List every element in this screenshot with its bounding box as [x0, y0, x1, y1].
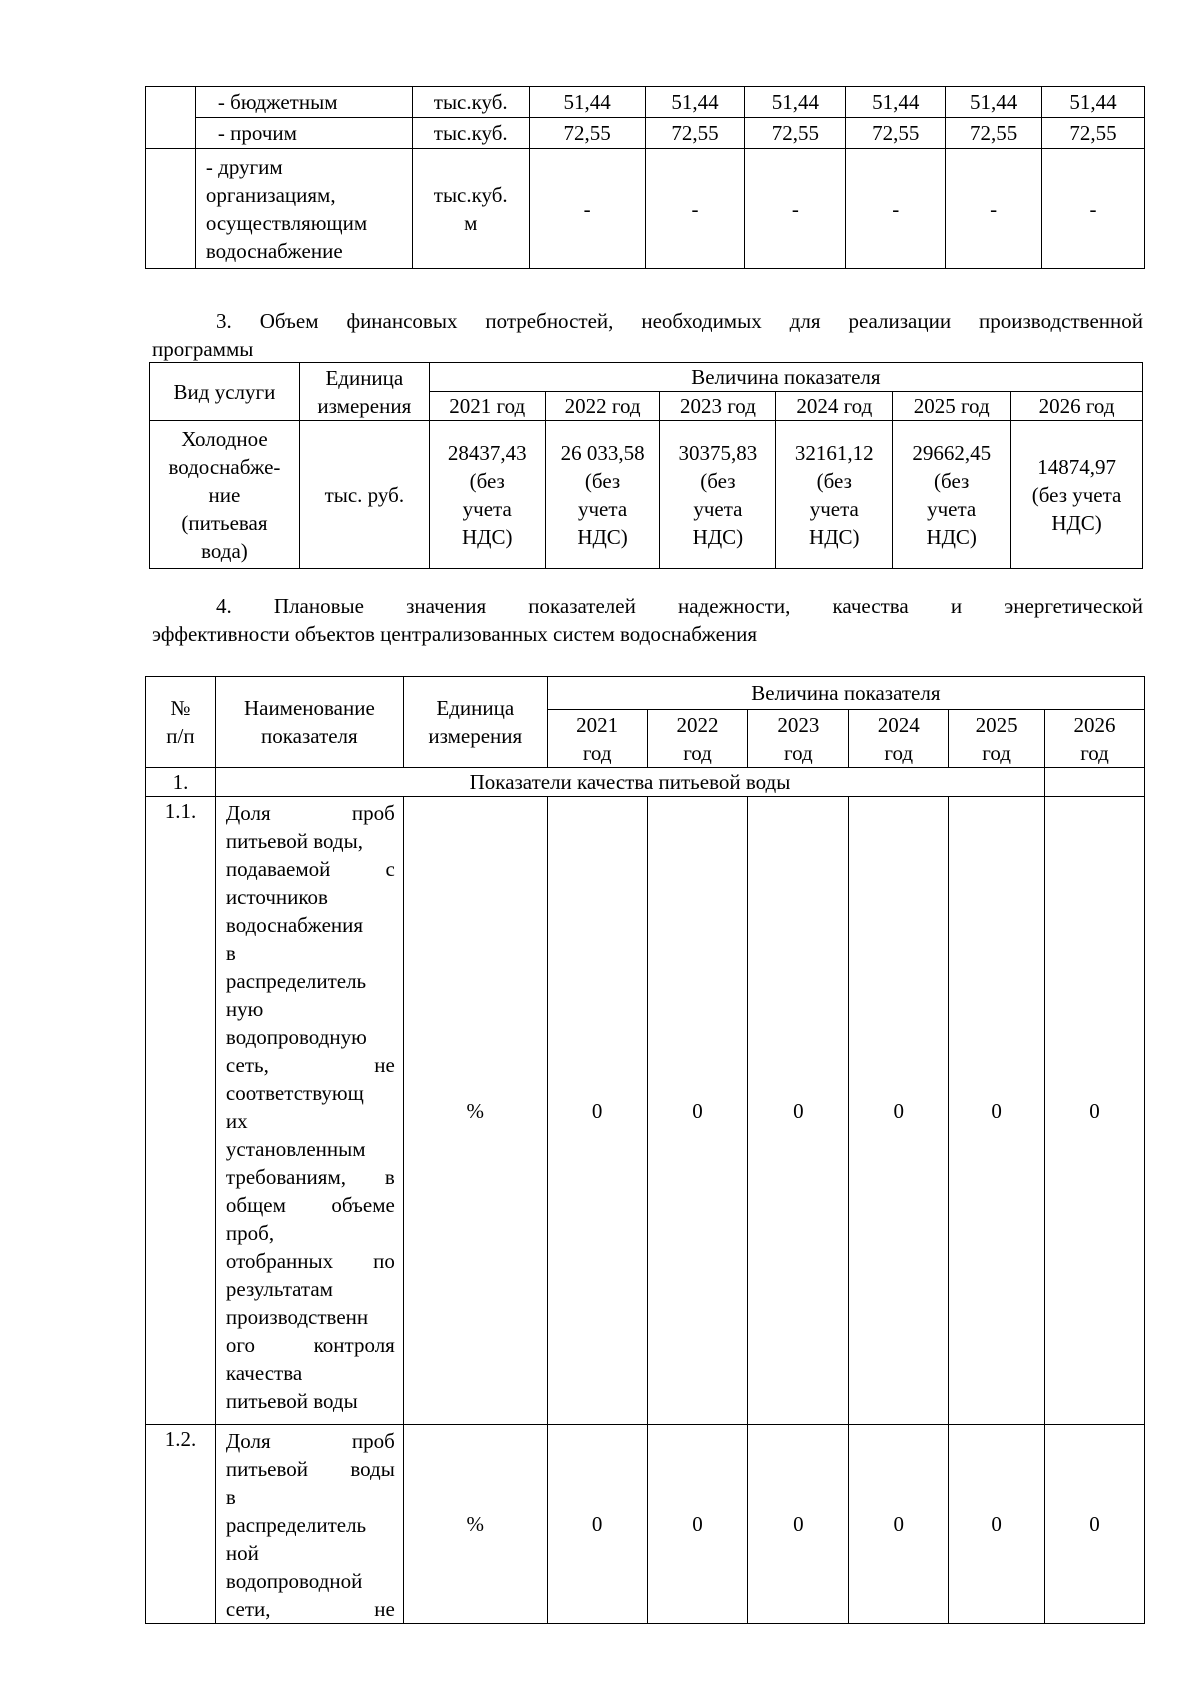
- indicator-name-line: в: [225, 1485, 236, 1509]
- year-line: 2023: [777, 712, 820, 737]
- group-empty-cell: [1045, 768, 1145, 797]
- table-row: [146, 118, 1145, 149]
- value-cell: [429, 421, 545, 569]
- section-4-heading: [152, 592, 1143, 648]
- value-cell: 72,55: [1042, 118, 1145, 149]
- year-line: 2024: [877, 712, 920, 737]
- value-line: (без: [584, 468, 621, 493]
- value-cell: 72,55: [946, 118, 1042, 149]
- year-header: [1045, 710, 1145, 768]
- header-name-line: Наименование: [243, 696, 375, 720]
- value-line: 28437,43: [447, 440, 527, 465]
- indicator-name-line: требованиям, в: [225, 1165, 395, 1189]
- value-line: (без: [700, 468, 736, 493]
- value-cell: 0: [1045, 797, 1145, 1425]
- year-line: год: [884, 740, 914, 765]
- value-cell: 51,44: [1042, 87, 1145, 118]
- header-value: Величина показателя: [547, 677, 1144, 710]
- row-unit: %: [403, 797, 547, 1425]
- row-unit: тыс.куб.: [412, 118, 529, 149]
- header-name: [215, 677, 403, 768]
- label-line: организациям,: [205, 182, 336, 207]
- value-cell: 0: [647, 1425, 748, 1624]
- indicator-name-line: Доля проб: [225, 1429, 395, 1453]
- row-number: 1.2.: [146, 1425, 216, 1624]
- value-cell: 0: [748, 1425, 849, 1624]
- value-line: 14874,97: [1037, 454, 1116, 479]
- value-line: 26 033,58: [560, 440, 645, 465]
- service-line: ние: [208, 482, 241, 507]
- header-unit-line: Единица: [325, 365, 404, 390]
- year-header: 2026 год: [1011, 392, 1143, 421]
- row-number-cell: [146, 87, 196, 149]
- value-line: учета: [462, 496, 512, 521]
- year-header: 2022 год: [545, 392, 660, 421]
- row-unit: тыс. руб.: [299, 421, 429, 569]
- service-line: вода): [201, 538, 248, 563]
- value-line: 29662,45: [912, 440, 992, 465]
- header-unit: [403, 677, 547, 768]
- year-line: год: [683, 740, 712, 765]
- year-header: [547, 710, 647, 768]
- year-line: год: [582, 740, 612, 765]
- value-cell: 72,55: [846, 118, 946, 149]
- section-3-line-1: 3. Объем финансовых потребностей, необходимых для реализации производственной: [216, 309, 1143, 333]
- value-cell: 72,55: [529, 118, 645, 149]
- indicator-name-line: результатам: [225, 1277, 333, 1301]
- indicator-name-line: подаваемой с: [225, 857, 395, 881]
- value-line: НДС): [809, 524, 860, 549]
- indicator-name-line: ого контроля: [225, 1333, 395, 1357]
- year-header: 2021 год: [429, 392, 545, 421]
- indicator-name-line: источников: [225, 885, 328, 909]
- service-line: Холодное: [181, 426, 268, 451]
- year-line: год: [784, 740, 813, 765]
- value-cell: -: [846, 149, 946, 269]
- header-unit-line: Единица: [436, 696, 515, 720]
- header-row: [146, 677, 1145, 710]
- section-3-line-2: программы: [152, 337, 254, 361]
- value-cell: -: [745, 149, 846, 269]
- indicators-table: [145, 676, 1145, 1624]
- row-unit: тыс.куб.: [412, 87, 529, 118]
- indicator-name-line: питьевой воды: [225, 1457, 395, 1481]
- value-cell: 0: [748, 797, 849, 1425]
- value-cell: -: [645, 149, 745, 269]
- service-name: [150, 421, 300, 569]
- year-header: 2025 год: [893, 392, 1011, 421]
- header-unit-line: измерения: [317, 393, 412, 418]
- table-row: [146, 797, 1145, 1425]
- financial-needs-table: [149, 362, 1143, 569]
- value-line: учета: [693, 496, 743, 521]
- row-label: - бюджетным: [195, 87, 412, 118]
- value-cell: [776, 421, 893, 569]
- indicator-name-line: общем объеме: [225, 1193, 395, 1217]
- table-row: [146, 87, 1145, 118]
- value-cell: -: [529, 149, 645, 269]
- indicator-name-line: сеть, не: [225, 1053, 395, 1077]
- indicator-name-line: водопроводную: [225, 1025, 367, 1049]
- indicator-name-line: отобранных по: [225, 1249, 395, 1273]
- year-header: 2023 год: [660, 392, 776, 421]
- value-cell: [893, 421, 1011, 569]
- value-cell: 0: [849, 1425, 949, 1624]
- label-line: - другим: [205, 154, 283, 179]
- indicator-name-line: сети, не: [225, 1597, 395, 1621]
- value-cell: 0: [1045, 1425, 1145, 1624]
- year-header: 2024 год: [776, 392, 893, 421]
- year-line: год: [1080, 740, 1109, 765]
- value-line: (без учета: [1031, 482, 1122, 507]
- value-cell: 0: [547, 797, 647, 1425]
- header-unit-line: измерения: [428, 724, 523, 748]
- indicator-name: [215, 1425, 403, 1624]
- value-cell: [660, 421, 776, 569]
- value-line: НДС): [577, 524, 628, 549]
- value-cell: 51,44: [946, 87, 1042, 118]
- indicator-name-line: питьевой воды,: [225, 829, 363, 853]
- value-cell: 51,44: [846, 87, 946, 118]
- indicator-name-line: водоснабжения: [225, 913, 364, 937]
- year-line: 2025: [975, 712, 1018, 737]
- value-line: НДС): [461, 524, 513, 549]
- indicator-name-line: качества: [225, 1361, 303, 1385]
- value-line: НДС): [926, 524, 977, 549]
- value-cell: [1011, 421, 1143, 569]
- table-row: [146, 149, 1145, 269]
- value-cell: [545, 421, 660, 569]
- group-row: [146, 768, 1145, 797]
- year-line: 2021: [576, 712, 619, 737]
- indicator-name-line: питьевой воды: [225, 1389, 358, 1413]
- year-header: [748, 710, 849, 768]
- value-line: НДС): [1051, 510, 1102, 535]
- value-line: 32161,12: [794, 440, 874, 465]
- indicator-name-line: распределитель: [225, 969, 367, 993]
- indicator-name-line: их: [225, 1109, 248, 1133]
- header-service: Вид услуги: [150, 363, 300, 421]
- value-line: НДС): [692, 524, 744, 549]
- indicator-name-line: ную: [225, 997, 264, 1021]
- value-cell: 51,44: [529, 87, 645, 118]
- header-number-line: п/п: [166, 724, 195, 748]
- value-cell: 0: [849, 797, 949, 1425]
- indicator-name-line: производственн: [225, 1305, 369, 1329]
- header-name-line: показателя: [261, 724, 358, 748]
- row-number: 1.1.: [146, 797, 216, 1425]
- value-line: учета: [927, 496, 977, 521]
- service-line: (питьевая: [181, 510, 268, 535]
- header-row: [150, 363, 1143, 392]
- value-line: учета: [578, 496, 628, 521]
- label-line: осуществляющим: [205, 210, 368, 235]
- table-row: [150, 421, 1143, 569]
- row-number-cell: [146, 149, 196, 269]
- year-header: [849, 710, 949, 768]
- indicator-name-line: водопроводной: [225, 1569, 363, 1593]
- year-header: [949, 710, 1045, 768]
- supply-volume-table: [145, 86, 1145, 269]
- value-cell: -: [946, 149, 1042, 269]
- value-cell: 51,44: [745, 87, 846, 118]
- section-4-line-1: 4. Плановые значения показателей надежности, качества и энергетической: [216, 594, 1143, 618]
- header-unit: [299, 363, 429, 421]
- header-number: [146, 677, 216, 768]
- value-cell: 0: [949, 1425, 1045, 1624]
- value-cell: 0: [547, 1425, 647, 1624]
- row-label: [195, 149, 412, 269]
- value-line: (без: [934, 468, 970, 493]
- unit-line: м: [464, 210, 478, 235]
- header-number-line: №: [170, 696, 191, 720]
- row-label: - прочим: [195, 118, 412, 149]
- year-line: год: [982, 740, 1011, 765]
- year-line: 2022: [676, 712, 719, 737]
- group-number: 1.: [146, 768, 216, 797]
- value-cell: 0: [647, 797, 748, 1425]
- row-unit: %: [403, 1425, 547, 1624]
- header-value: Величина показателя: [429, 363, 1142, 392]
- indicator-name-line: ной: [225, 1541, 259, 1565]
- service-line: водоснабже-: [168, 454, 281, 479]
- value-line: (без: [469, 468, 505, 493]
- indicator-name-line: Доля проб: [225, 801, 395, 825]
- row-unit: [412, 149, 529, 269]
- group-title: Показатели качества питьевой воды: [215, 768, 1044, 797]
- label-line: водоснабжение: [205, 238, 343, 263]
- value-cell: 0: [949, 797, 1045, 1425]
- indicator-name-line: установленным: [225, 1137, 366, 1161]
- indicator-name: [215, 797, 403, 1425]
- year-line: 2026: [1073, 712, 1116, 737]
- indicator-name-line: в: [225, 941, 236, 965]
- table-row: [146, 1425, 1145, 1624]
- year-header: [647, 710, 748, 768]
- value-cell: 51,44: [645, 87, 745, 118]
- value-line: учета: [809, 496, 859, 521]
- indicator-name-line: распределитель: [225, 1513, 367, 1537]
- indicator-name-line: проб,: [225, 1221, 275, 1245]
- unit-line: тыс.куб.: [433, 182, 508, 207]
- value-cell: 72,55: [745, 118, 846, 149]
- section-4-line-2: эффективности объектов централизованных систем водоснабжения: [152, 622, 758, 646]
- value-cell: 72,55: [645, 118, 745, 149]
- value-line: 30375,83: [678, 440, 758, 465]
- section-3-heading: [152, 307, 1143, 363]
- value-line: (без: [816, 468, 852, 493]
- value-cell: -: [1042, 149, 1145, 269]
- indicator-name-line: соответствующ: [225, 1081, 364, 1105]
